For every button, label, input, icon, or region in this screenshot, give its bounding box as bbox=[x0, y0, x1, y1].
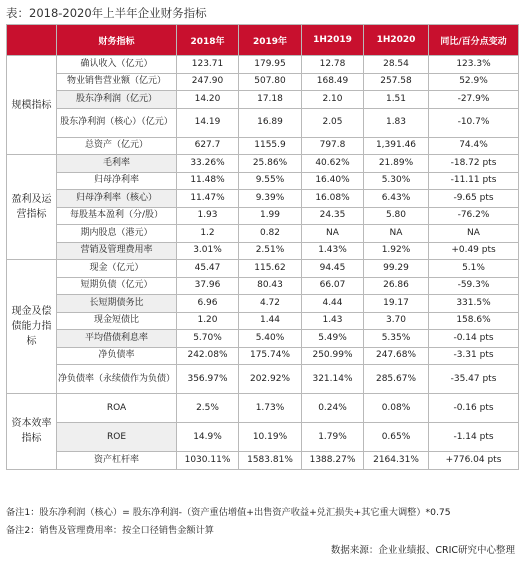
data-source: 数据来源：企业业绩报、CRIC研究中心整理 bbox=[330, 545, 515, 556]
value-cell: 247.90 bbox=[177, 73, 239, 91]
value-cell: -0.16 pts bbox=[429, 394, 519, 423]
value-cell: 94.45 bbox=[302, 260, 364, 278]
value-cell: 1.2 bbox=[177, 225, 239, 243]
value-cell: 3.01% bbox=[177, 242, 239, 260]
table-row bbox=[7, 137, 519, 155]
value-cell: 14.9% bbox=[177, 423, 239, 452]
value-cell: -10.7% bbox=[429, 108, 519, 137]
value-cell: -59.3% bbox=[429, 277, 519, 295]
category-cell: 盈利及运营指标 bbox=[7, 155, 57, 260]
value-cell: 14.20 bbox=[177, 91, 239, 109]
value-cell: 123.71 bbox=[177, 56, 239, 74]
value-cell: NA bbox=[429, 225, 519, 243]
value-cell: 1.43% bbox=[302, 242, 364, 260]
header-1h2019: 1H2019 bbox=[302, 25, 364, 56]
metric-name-cell: 现金短债比 bbox=[57, 312, 177, 330]
value-cell: 5.49% bbox=[302, 330, 364, 348]
metric-name-cell: 净负债率 bbox=[57, 347, 177, 365]
value-cell: 202.92% bbox=[239, 365, 302, 394]
value-cell: 179.95 bbox=[239, 56, 302, 74]
value-cell: 1388.27% bbox=[302, 452, 364, 470]
value-cell: 16.08% bbox=[302, 190, 364, 208]
table-title: 表：2018-2020年上半年企业财务指标 bbox=[6, 6, 207, 20]
value-cell: 257.58 bbox=[364, 73, 429, 91]
metric-name-cell: 资产杠杆率 bbox=[57, 452, 177, 470]
value-cell: 1.43 bbox=[302, 312, 364, 330]
table-row bbox=[7, 365, 519, 394]
value-cell: 17.18 bbox=[239, 91, 302, 109]
value-cell: 26.86 bbox=[364, 277, 429, 295]
value-cell: 247.68% bbox=[364, 347, 429, 365]
value-cell: 1155.9 bbox=[239, 137, 302, 155]
value-cell: -76.2% bbox=[429, 207, 519, 225]
table-row bbox=[7, 394, 519, 423]
value-cell: 74.4% bbox=[429, 137, 519, 155]
metric-name-cell: ROE bbox=[57, 423, 177, 452]
value-cell: 14.19 bbox=[177, 108, 239, 137]
value-cell: 16.89 bbox=[239, 108, 302, 137]
metric-name-cell: 净负债率（永续债作为负债） bbox=[57, 365, 177, 394]
value-cell: 627.7 bbox=[177, 137, 239, 155]
metric-name-cell: 毛利率 bbox=[57, 155, 177, 173]
value-cell: 2.5% bbox=[177, 394, 239, 423]
value-cell: 5.1% bbox=[429, 260, 519, 278]
value-cell: 0.24% bbox=[302, 394, 364, 423]
value-cell: 321.14% bbox=[302, 365, 364, 394]
value-cell: 9.39% bbox=[239, 190, 302, 208]
value-cell: 158.6% bbox=[429, 312, 519, 330]
metric-name-cell: 确认收入（亿元） bbox=[57, 56, 177, 74]
value-cell: 2.10 bbox=[302, 91, 364, 109]
value-cell: 1.79% bbox=[302, 423, 364, 452]
value-cell: 3.70 bbox=[364, 312, 429, 330]
value-cell: NA bbox=[302, 225, 364, 243]
value-cell: 1,391.46 bbox=[364, 137, 429, 155]
metric-name-cell: 股东净利润（亿元） bbox=[57, 91, 177, 109]
value-cell: 21.89% bbox=[364, 155, 429, 173]
table-row bbox=[7, 91, 519, 109]
value-cell: 33.26% bbox=[177, 155, 239, 173]
metric-name-cell: 归母净利率 bbox=[57, 172, 177, 190]
metric-name-cell: 短期负债（亿元） bbox=[57, 277, 177, 295]
metric-name-cell: 物业销售营业额（亿元） bbox=[57, 73, 177, 91]
value-cell: NA bbox=[364, 225, 429, 243]
category-cell: 规模指标 bbox=[7, 56, 57, 155]
value-cell: -0.14 pts bbox=[429, 330, 519, 348]
header-change: 同比/百分点变动 bbox=[429, 25, 519, 56]
table-row bbox=[7, 452, 519, 470]
header-1h2020: 1H2020 bbox=[364, 25, 429, 56]
category-cell: 现金及偿债能力指标 bbox=[7, 260, 57, 394]
value-cell: +776.04 pts bbox=[429, 452, 519, 470]
value-cell: 66.07 bbox=[302, 277, 364, 295]
table-row bbox=[7, 260, 519, 278]
value-cell: 16.40% bbox=[302, 172, 364, 190]
value-cell: 5.30% bbox=[364, 172, 429, 190]
value-cell: 6.43% bbox=[364, 190, 429, 208]
value-cell: 1.92% bbox=[364, 242, 429, 260]
value-cell: 1.73% bbox=[239, 394, 302, 423]
header-metric: 财务指标 bbox=[57, 25, 177, 56]
value-cell: 4.44 bbox=[302, 295, 364, 313]
table-row bbox=[7, 108, 519, 137]
value-cell: 10.19% bbox=[239, 423, 302, 452]
note-2: 备注2：销售及管理费用率：按全口径销售金额计算 bbox=[6, 525, 214, 536]
value-cell: 80.43 bbox=[239, 277, 302, 295]
header-row bbox=[7, 25, 519, 56]
value-cell: 1583.81% bbox=[239, 452, 302, 470]
note-1: 备注1：股东净利润（核心）= 股东净利润-（资产重估增值+出售资产收益+兑汇损失+其它重大调整）*0.75 bbox=[6, 507, 451, 518]
value-cell: 5.40% bbox=[239, 330, 302, 348]
table-row bbox=[7, 330, 519, 348]
value-cell: 45.47 bbox=[177, 260, 239, 278]
value-cell: 797.8 bbox=[302, 137, 364, 155]
value-cell: 285.67% bbox=[364, 365, 429, 394]
value-cell: 0.82 bbox=[239, 225, 302, 243]
value-cell: 1.20 bbox=[177, 312, 239, 330]
header-blank bbox=[7, 25, 57, 56]
header-2018: 2018年 bbox=[177, 25, 239, 56]
metric-name-cell: 长短期债务比 bbox=[57, 295, 177, 313]
value-cell: -1.14 pts bbox=[429, 423, 519, 452]
value-cell: 2.51% bbox=[239, 242, 302, 260]
value-cell: 1.51 bbox=[364, 91, 429, 109]
table-row bbox=[7, 73, 519, 91]
value-cell: 1.93 bbox=[177, 207, 239, 225]
value-cell: 11.47% bbox=[177, 190, 239, 208]
value-cell: 28.54 bbox=[364, 56, 429, 74]
table-row bbox=[7, 242, 519, 260]
metric-name-cell: 平均借债利息率 bbox=[57, 330, 177, 348]
value-cell: 1.83 bbox=[364, 108, 429, 137]
metric-name-cell: 归母净利率（核心） bbox=[57, 190, 177, 208]
table-row bbox=[7, 347, 519, 365]
value-cell: 37.96 bbox=[177, 277, 239, 295]
value-cell: 2164.31% bbox=[364, 452, 429, 470]
value-cell: 9.55% bbox=[239, 172, 302, 190]
value-cell: 5.35% bbox=[364, 330, 429, 348]
value-cell: 11.48% bbox=[177, 172, 239, 190]
value-cell: 99.29 bbox=[364, 260, 429, 278]
metric-name-cell: 营销及管理费用率 bbox=[57, 242, 177, 260]
table-row bbox=[7, 207, 519, 225]
value-cell: 123.3% bbox=[429, 56, 519, 74]
value-cell: 115.62 bbox=[239, 260, 302, 278]
value-cell: -9.65 pts bbox=[429, 190, 519, 208]
value-cell: 4.72 bbox=[239, 295, 302, 313]
value-cell: 175.74% bbox=[239, 347, 302, 365]
value-cell: 40.62% bbox=[302, 155, 364, 173]
table-row bbox=[7, 56, 519, 74]
metric-name-cell: 每股基本盈利（分/股） bbox=[57, 207, 177, 225]
value-cell: 0.65% bbox=[364, 423, 429, 452]
value-cell: -35.47 pts bbox=[429, 365, 519, 394]
value-cell: 356.97% bbox=[177, 365, 239, 394]
value-cell: -11.11 pts bbox=[429, 172, 519, 190]
value-cell: 2.05 bbox=[302, 108, 364, 137]
value-cell: +0.49 pts bbox=[429, 242, 519, 260]
value-cell: 6.96 bbox=[177, 295, 239, 313]
metric-name-cell: 现金（亿元） bbox=[57, 260, 177, 278]
value-cell: 25.86% bbox=[239, 155, 302, 173]
table-row bbox=[7, 312, 519, 330]
value-cell: 24.35 bbox=[302, 207, 364, 225]
value-cell: 242.08% bbox=[177, 347, 239, 365]
value-cell: 5.70% bbox=[177, 330, 239, 348]
table-row bbox=[7, 225, 519, 243]
financial-table bbox=[6, 24, 519, 470]
value-cell: 1.44 bbox=[239, 312, 302, 330]
value-cell: 1.99 bbox=[239, 207, 302, 225]
value-cell: 250.99% bbox=[302, 347, 364, 365]
category-cell: 资本效率指标 bbox=[7, 394, 57, 470]
table-row bbox=[7, 295, 519, 313]
value-cell: 507.80 bbox=[239, 73, 302, 91]
table-row bbox=[7, 423, 519, 452]
table-row bbox=[7, 190, 519, 208]
metric-name-cell: 股东净利润（核心）（亿元） bbox=[57, 108, 177, 137]
metric-name-cell: 期内股息（港元） bbox=[57, 225, 177, 243]
table-row bbox=[7, 172, 519, 190]
value-cell: 12.78 bbox=[302, 56, 364, 74]
value-cell: 5.80 bbox=[364, 207, 429, 225]
metric-name-cell: ROA bbox=[57, 394, 177, 423]
value-cell: -18.72 pts bbox=[429, 155, 519, 173]
value-cell: -3.31 pts bbox=[429, 347, 519, 365]
value-cell: 1030.11% bbox=[177, 452, 239, 470]
table-row bbox=[7, 277, 519, 295]
table-row bbox=[7, 155, 519, 173]
value-cell: 168.49 bbox=[302, 73, 364, 91]
value-cell: 52.9% bbox=[429, 73, 519, 91]
value-cell: -27.9% bbox=[429, 91, 519, 109]
metric-name-cell: 总资产（亿元） bbox=[57, 137, 177, 155]
value-cell: 0.08% bbox=[364, 394, 429, 423]
value-cell: 331.5% bbox=[429, 295, 519, 313]
header-2019: 2019年 bbox=[239, 25, 302, 56]
value-cell: 19.17 bbox=[364, 295, 429, 313]
